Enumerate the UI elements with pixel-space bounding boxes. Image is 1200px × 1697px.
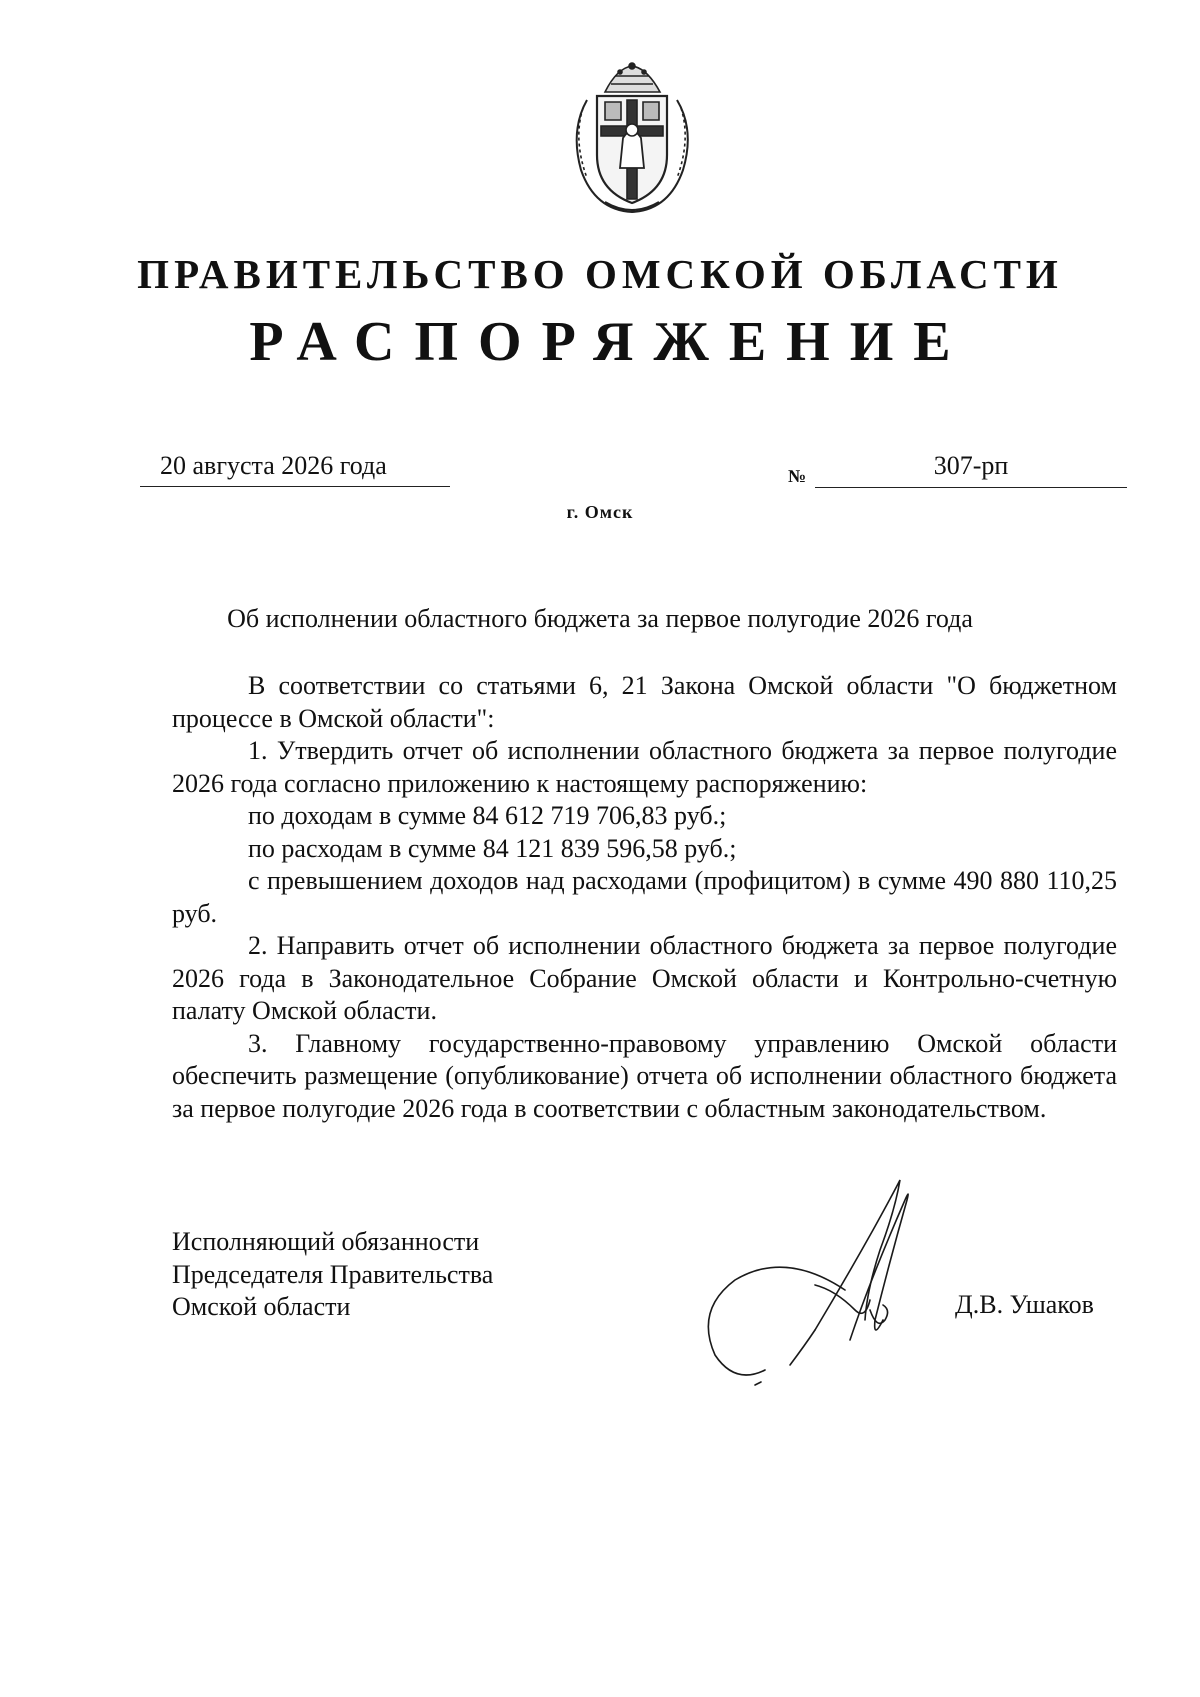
coat-of-arms-icon xyxy=(565,60,700,215)
signatory-position xyxy=(172,1226,493,1324)
body-item-2: 2. Направить отчет об исполнении областного бюджета за первое полугодие 2026 года в Законодательное Собрание Омской области и Контрольно-счетную палату Омской области. xyxy=(172,931,1117,1025)
body-item-1-income: по доходам в сумме 84 612 719 706,83 руб.; xyxy=(248,801,727,830)
document-city: г. Омск xyxy=(566,502,634,522)
body-item-1: 1. Утвердить отчет об исполнении областного бюджета за первое полугодие 2026 года согласно приложению к настоящему распоряжению: xyxy=(172,736,1117,798)
document-body xyxy=(172,670,1117,1125)
body-item-3: 3. Главному государственно-правовому управлению Омской области обеспечить размещение (опубликование) отчета об исполнении областного бюджета за первое полугодие 2026 года в соответствии с областным законодательством. xyxy=(172,1028,1117,1123)
signatory-position-line-2: Председателя Правительства xyxy=(172,1259,494,1289)
document-type: РАСПОРЯЖЕНИЕ xyxy=(249,311,971,373)
signature-icon xyxy=(695,1170,965,1400)
organization-title: ПРАВИТЕЛЬСТВО ОМСКОЙ ОБЛАСТИ xyxy=(137,251,1063,297)
document-number: 307-рп xyxy=(815,451,1127,488)
signatory-position-line-3: Омской области xyxy=(172,1292,351,1321)
body-item-1-surplus: с превышением доходов над расходами (профицитом) в сумме 490 880 110,25 руб. xyxy=(172,866,1117,928)
number-label: № xyxy=(788,466,807,486)
document-date: 20 августа 2026 года xyxy=(140,451,450,487)
signatory-name: Д.В. Ушаков xyxy=(955,1290,1094,1319)
body-intro: В соответствии со статьями 6, 21 Закона Омской области "О бюджетном процессе в Омской области": xyxy=(172,671,1117,733)
document-subject: Об исполнении областного бюджета за первое полугодие 2026 года xyxy=(227,604,973,633)
body-item-1-expense: по расходам в сумме 84 121 839 596,58 руб.; xyxy=(248,833,737,863)
signatory-position-line-1: Исполняющий обязанности xyxy=(172,1227,480,1256)
